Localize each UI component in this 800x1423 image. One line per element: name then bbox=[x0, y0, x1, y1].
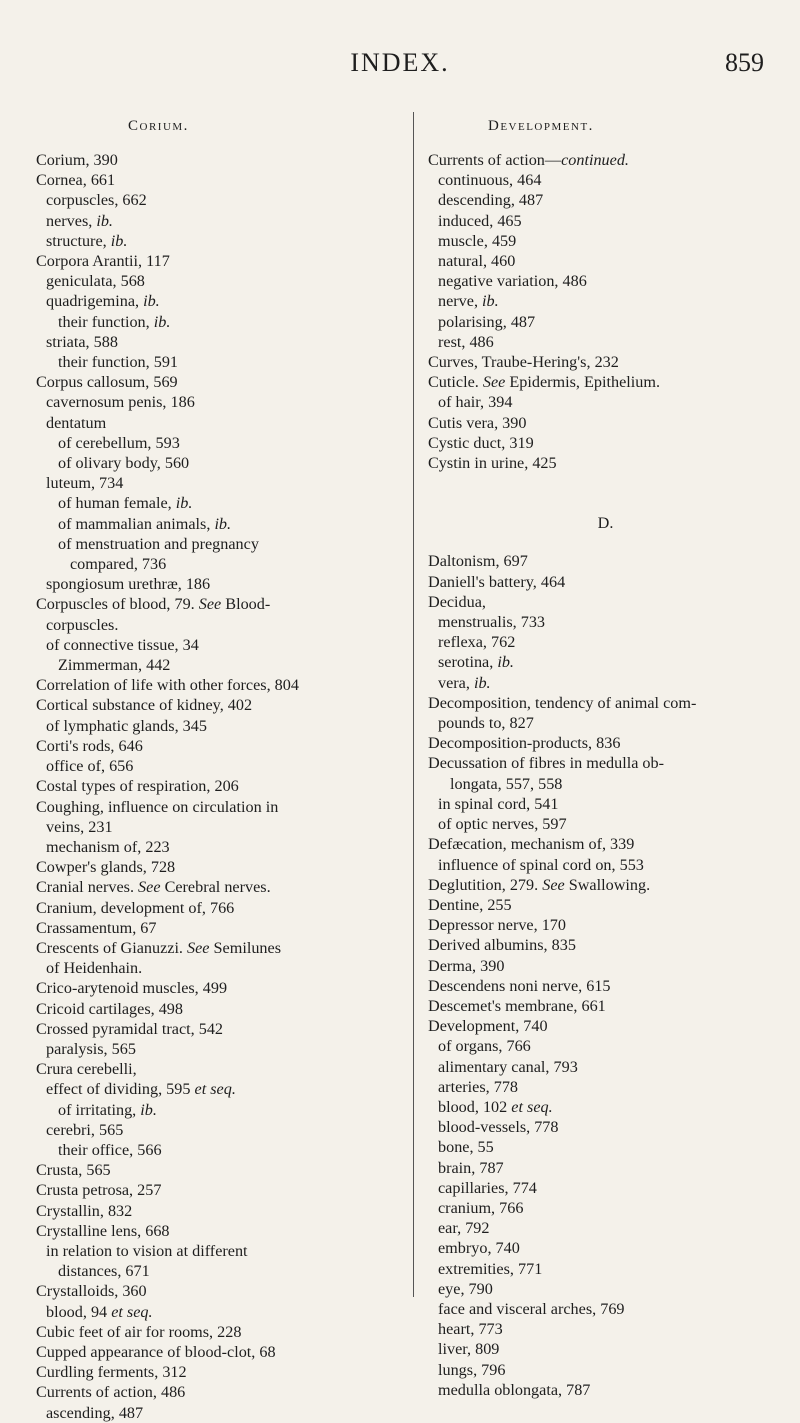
index-entry: cranium, 766 bbox=[438, 1198, 524, 1217]
index-entry: longata, 557, 558 bbox=[450, 774, 563, 793]
index-entry: Deglutition, 279. See Swallowing. bbox=[428, 875, 651, 894]
index-entry: Correlation of life with other forces, 804 bbox=[36, 676, 299, 695]
index-entry: lungs, 796 bbox=[438, 1360, 506, 1379]
index-entry: of Heidenhain. bbox=[46, 959, 143, 978]
index-entry: Derived albumins, 835 bbox=[428, 936, 576, 955]
index-entry: dentatum bbox=[46, 413, 107, 432]
index-entry: Cranial nerves. See Cerebral nerves. bbox=[36, 878, 271, 897]
index-entry: Currents of action—continued. bbox=[428, 151, 629, 169]
index-entry: Descemet's membrane, 661 bbox=[428, 996, 606, 1015]
index-entry: blood-vessels, 778 bbox=[438, 1118, 559, 1137]
index-entry: spongiosum urethræ, 186 bbox=[46, 575, 211, 594]
index-entry: negative variation, 486 bbox=[438, 272, 587, 291]
index-entry: Cricoid cartilages, 498 bbox=[36, 999, 183, 1018]
index-entry: Depressor nerve, 170 bbox=[428, 916, 566, 935]
index-entry: Corpuscles of blood, 79. See Blood- bbox=[36, 595, 271, 614]
index-entry: Crystalline lens, 668 bbox=[36, 1221, 170, 1240]
index-entry: in spinal cord, 541 bbox=[438, 794, 559, 813]
index-entry: Development, 740 bbox=[428, 1017, 548, 1036]
index-entry: induced, 465 bbox=[438, 211, 522, 230]
index-entry: in relation to vision at different bbox=[46, 1241, 248, 1260]
left-column bbox=[36, 150, 406, 1423]
index-entry: Cystin in urine, 425 bbox=[428, 454, 557, 473]
index-entry: of human female, ib. bbox=[58, 494, 193, 513]
column-divider bbox=[413, 112, 414, 1297]
index-entry: Crystallin, 832 bbox=[36, 1201, 133, 1220]
index-entry: Derma, 390 bbox=[428, 956, 505, 975]
index-entry: Cranium, development of, 766 bbox=[36, 898, 235, 917]
index-entry: influence of spinal cord on, 553 bbox=[438, 855, 644, 874]
index-entry: Cupped appearance of blood-clot, 68 bbox=[36, 1342, 276, 1361]
index-entry: veins, 231 bbox=[46, 817, 113, 836]
index-entry: Defæcation, mechanism of, 339 bbox=[428, 835, 635, 854]
index-entry: Crusta petrosa, 257 bbox=[36, 1181, 162, 1200]
left-column-heading: Corium. bbox=[128, 118, 189, 134]
index-entry: structure, ib. bbox=[46, 231, 128, 250]
index-entry: ascending, 487 bbox=[46, 1403, 144, 1422]
index-entry: heart, 773 bbox=[438, 1320, 503, 1339]
index-entry: Crescents of Gianuzzi. See Semilunes bbox=[36, 938, 281, 957]
page-number: 859 bbox=[725, 48, 764, 77]
index-entry: Coughing, influence on circulation in bbox=[36, 797, 279, 816]
index-entry: Cystic duct, 319 bbox=[428, 433, 534, 452]
page-header bbox=[0, 48, 800, 80]
index-entry: bone, 55 bbox=[438, 1138, 494, 1157]
index-entry: Crystalloids, 360 bbox=[36, 1282, 147, 1301]
index-entry: quadrigemina, ib. bbox=[46, 292, 160, 311]
index-entry: Currents of action, 486 bbox=[36, 1383, 186, 1402]
index-entry: Cortical substance of kidney, 402 bbox=[36, 696, 253, 715]
index-entry: corpuscles. bbox=[46, 615, 119, 634]
index-entry: paralysis, 565 bbox=[46, 1039, 136, 1058]
index-entry: luteum, 734 bbox=[46, 474, 124, 493]
index-entry: alimentary canal, 793 bbox=[438, 1057, 578, 1076]
index-entry: striata, 588 bbox=[46, 332, 118, 351]
right-column bbox=[428, 150, 783, 1400]
index-entry: mechanism of, 223 bbox=[46, 837, 170, 856]
index-entry: cerebri, 565 bbox=[46, 1120, 124, 1139]
index-entry: Daniell's battery, 464 bbox=[428, 572, 566, 591]
index-entry: ear, 792 bbox=[438, 1219, 490, 1238]
index-entry: descending, 487 bbox=[438, 191, 544, 210]
index-entry: of cerebellum, 593 bbox=[58, 433, 180, 452]
section-letter: D. bbox=[597, 514, 614, 533]
index-entry: eye, 790 bbox=[438, 1279, 493, 1298]
index-entry: of optic nerves, 597 bbox=[438, 815, 567, 834]
index-entry: of hair, 394 bbox=[438, 393, 513, 412]
index-entry: Crura cerebelli, bbox=[36, 1060, 137, 1079]
index-entry: liver, 809 bbox=[438, 1340, 500, 1359]
index-entry: Daltonism, 697 bbox=[428, 552, 528, 571]
index-entry: of mammalian animals, ib. bbox=[58, 514, 232, 533]
index-entry: Decussation of fibres in medulla ob- bbox=[428, 754, 665, 773]
index-entry: Dentine, 255 bbox=[428, 895, 512, 914]
index-entry: of menstruation and pregnancy bbox=[58, 534, 259, 553]
index-entry: Corti's rods, 646 bbox=[36, 736, 143, 755]
index-entry: Cowper's glands, 728 bbox=[36, 858, 176, 877]
index-entry: Decomposition-products, 836 bbox=[428, 734, 621, 753]
index-entry: reflexa, 762 bbox=[438, 633, 516, 652]
index-entry: office of, 656 bbox=[46, 757, 134, 776]
index-entry: medulla oblongata, 787 bbox=[438, 1380, 591, 1399]
index-entry: Cubic feet of air for rooms, 228 bbox=[36, 1322, 242, 1341]
index-entry: Crossed pyramidal tract, 542 bbox=[36, 1019, 224, 1038]
index-entry: serotina, ib. bbox=[438, 653, 514, 672]
index-entry: of organs, 766 bbox=[438, 1037, 531, 1056]
index-entry: blood, 102 et seq. bbox=[438, 1097, 553, 1116]
index-entry: of connective tissue, 34 bbox=[46, 635, 199, 654]
index-entry: their office, 566 bbox=[58, 1140, 162, 1159]
index-entry: compared, 736 bbox=[70, 555, 167, 574]
index-entry: of olivary body, 560 bbox=[58, 454, 190, 473]
index-entry: distances, 671 bbox=[58, 1262, 150, 1281]
index-entry: capillaries, 774 bbox=[438, 1178, 537, 1197]
index-entry: Decidua, bbox=[428, 592, 486, 611]
index-entry: Crassamentum, 67 bbox=[36, 918, 157, 937]
index-entry: menstrualis, 733 bbox=[438, 613, 546, 632]
index-entry: effect of dividing, 595 et seq. bbox=[46, 1080, 236, 1099]
index-entry: nerve, ib. bbox=[438, 292, 499, 311]
index-entry: polarising, 487 bbox=[438, 312, 536, 331]
index-entry: cavernosum penis, 186 bbox=[46, 393, 195, 412]
index-entry: Corium, 390 bbox=[36, 151, 118, 169]
index-entry: natural, 460 bbox=[438, 252, 516, 271]
index-entry: Corpus callosum, 569 bbox=[36, 373, 178, 392]
right-column-heading: Development. bbox=[488, 118, 594, 134]
right-column-entries-top bbox=[428, 150, 783, 473]
index-entry: Curdling ferments, 312 bbox=[36, 1363, 187, 1382]
page-title: INDEX. bbox=[350, 48, 450, 77]
index-entry: of lymphatic glands, 345 bbox=[46, 716, 207, 735]
index-entry: Crico-arytenoid muscles, 499 bbox=[36, 979, 228, 998]
index-entry: brain, 787 bbox=[438, 1158, 504, 1177]
index-entry: pounds to, 827 bbox=[438, 714, 534, 733]
index-entry: rest, 486 bbox=[438, 332, 494, 351]
index-entry: their function, 591 bbox=[58, 353, 179, 372]
index-entry: Corpora Arantii, 117 bbox=[36, 252, 170, 271]
index-entry: Cornea, 661 bbox=[36, 171, 116, 190]
right-column-entries-bottom bbox=[428, 551, 783, 1400]
index-entry: Costal types of respiration, 206 bbox=[36, 777, 239, 796]
index-entry: Zimmerman, 442 bbox=[58, 656, 171, 675]
index-entry: Cuticle. See Epidermis, Epithelium. bbox=[428, 373, 660, 392]
index-entry: muscle, 459 bbox=[438, 231, 517, 250]
index-entry: arteries, 778 bbox=[438, 1077, 519, 1096]
index-entry: geniculata, 568 bbox=[46, 272, 145, 291]
index-entry: Curves, Traube-Hering's, 232 bbox=[428, 353, 619, 372]
index-entry: continuous, 464 bbox=[438, 171, 542, 190]
index-entry: corpuscles, 662 bbox=[46, 191, 147, 210]
index-entry: nerves, ib. bbox=[46, 211, 113, 230]
index-entry: of irritating, ib. bbox=[58, 1100, 157, 1119]
index-entry: Crusta, 565 bbox=[36, 1161, 111, 1180]
index-entry: Descendens noni nerve, 615 bbox=[428, 976, 611, 995]
index-entry: face and visceral arches, 769 bbox=[438, 1299, 625, 1318]
index-entry: their function, ib. bbox=[58, 312, 171, 331]
index-entry: blood, 94 et seq. bbox=[46, 1302, 153, 1321]
index-entry: Decomposition, tendency of animal com- bbox=[428, 693, 697, 712]
index-entry: Cutis vera, 390 bbox=[428, 413, 527, 432]
index-entry: extremities, 771 bbox=[438, 1259, 543, 1278]
index-entry: vera, ib. bbox=[438, 673, 491, 692]
index-entry: embryo, 740 bbox=[438, 1239, 520, 1258]
